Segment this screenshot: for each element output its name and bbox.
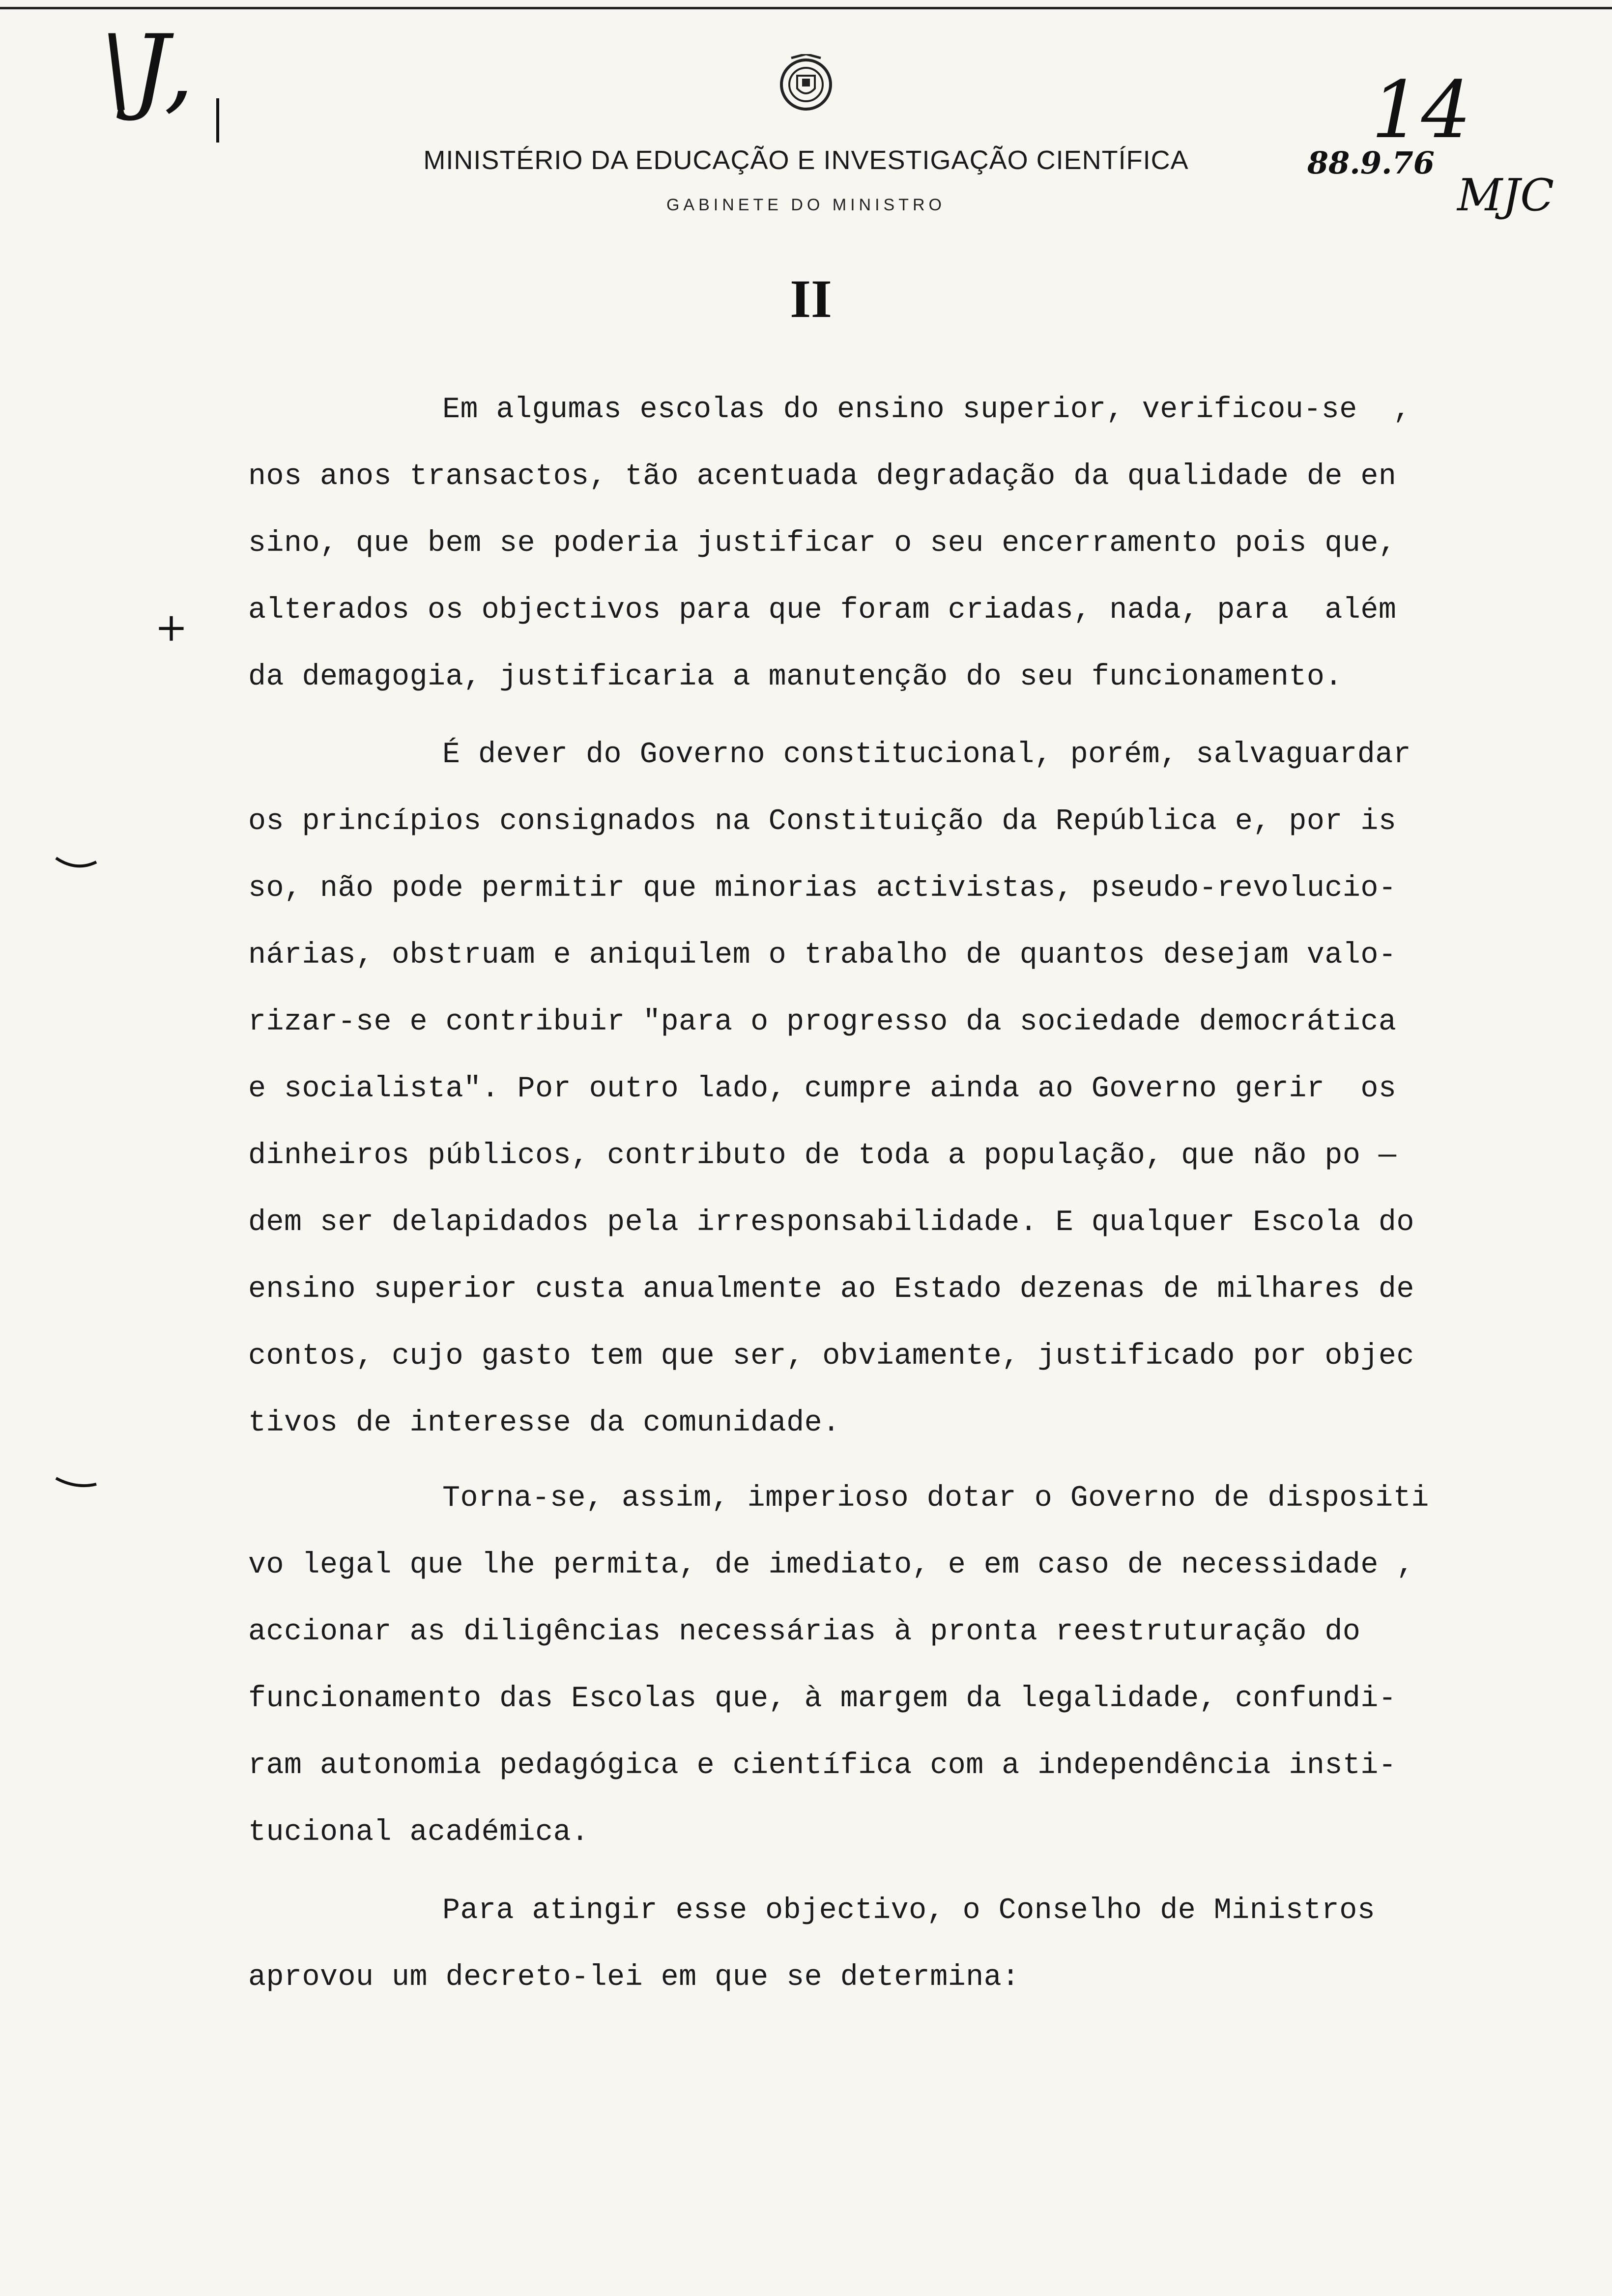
text-line: aprovou um decreto-lei em que se determina: (248, 1961, 1020, 1994)
margin-plus-mark: + (155, 604, 188, 650)
paragraph-1 (248, 376, 1526, 711)
cabinet-subheading: GABINETE DO MINISTRO (666, 196, 946, 214)
text-line: dem ser delapidados pela irresponsabilidade. E qualquer Escola do (248, 1206, 1414, 1239)
text-line: sino, que bem se poderia justificar o seu encerramento pois que, (248, 527, 1397, 560)
margin-tick-mark (54, 1474, 98, 1494)
text-line: alterados os objectivos para que foram criadas, nada, para além (248, 594, 1397, 627)
text-line: rizar-se e contribuir "para o progresso da sociedade democrática (248, 1005, 1397, 1039)
text-line: É dever do Governo constitucional, porém, salvaguardar (442, 738, 1411, 772)
text-line: so, não pode permitir que minorias activistas, pseudo-revolucio- (248, 872, 1397, 905)
text-line: e socialista". Por outro lado, cumpre ainda ao Governo gerir os (248, 1072, 1397, 1106)
handwritten-reference-number: 88.9.76 (1307, 145, 1435, 181)
paragraph-4 (248, 1877, 1526, 2011)
text-line: Em algumas escolas do ensino superior, verificou-se , (442, 393, 1411, 427)
margin-bar-mark (216, 98, 219, 143)
text-line: da demagogia, justificaria a manutenção do seu funcionamento. (248, 660, 1343, 694)
text-line: tivos de interesse da comunidade. (248, 1406, 840, 1440)
top-border-line (0, 7, 1612, 9)
section-number: II (790, 269, 832, 329)
ministry-heading: MINISTÉRIO DA EDUCAÇÃO E INVESTIGAÇÃO CIENTÍFICA (423, 145, 1189, 175)
handwritten-mark-top-left: \J, (101, 15, 194, 123)
paragraph-3 (248, 1465, 1526, 1866)
text-line: nos anos transactos, tão acentuada degradação da qualidade de en (248, 460, 1397, 493)
handwritten-page-number: 14 (1371, 64, 1471, 156)
text-line: dinheiros públicos, contributo de toda a população, que não po — (248, 1139, 1397, 1173)
margin-tick-mark (54, 855, 98, 875)
text-line: os princípios consignados na Constituição da República e, por is (248, 805, 1397, 838)
text-line: ram autonomia pedagógica e científica com a independência insti- (248, 1749, 1397, 1782)
text-line: Para atingir esse objectivo, o Conselho de Ministros (442, 1894, 1376, 1927)
text-line: tucional académica. (248, 1816, 589, 1849)
handwritten-initials: MJC (1457, 170, 1554, 221)
text-line: vo legal que lhe permita, de imediato, e em caso de necessidade , (248, 1549, 1414, 1582)
text-line: contos, cujo gasto tem que ser, obviamente, justificado por objec (248, 1340, 1414, 1373)
paragraph-2 (248, 721, 1526, 1457)
text-line: nárias, obstruam e aniquilem o trabalho de quantos desejam valo- (248, 939, 1397, 972)
coat-of-arms-seal-icon (777, 54, 835, 118)
text-line: ensino superior custa anualmente ao Estado dezenas de milhares de (248, 1273, 1414, 1306)
text-line: Torna-se, assim, imperioso dotar o Governo de dispositi (442, 1482, 1429, 1515)
text-line: funcionamento das Escolas que, à margem da legalidade, confundi- (248, 1682, 1397, 1716)
text-line: accionar as diligências necessárias à pronta reestruturação do (248, 1615, 1361, 1649)
